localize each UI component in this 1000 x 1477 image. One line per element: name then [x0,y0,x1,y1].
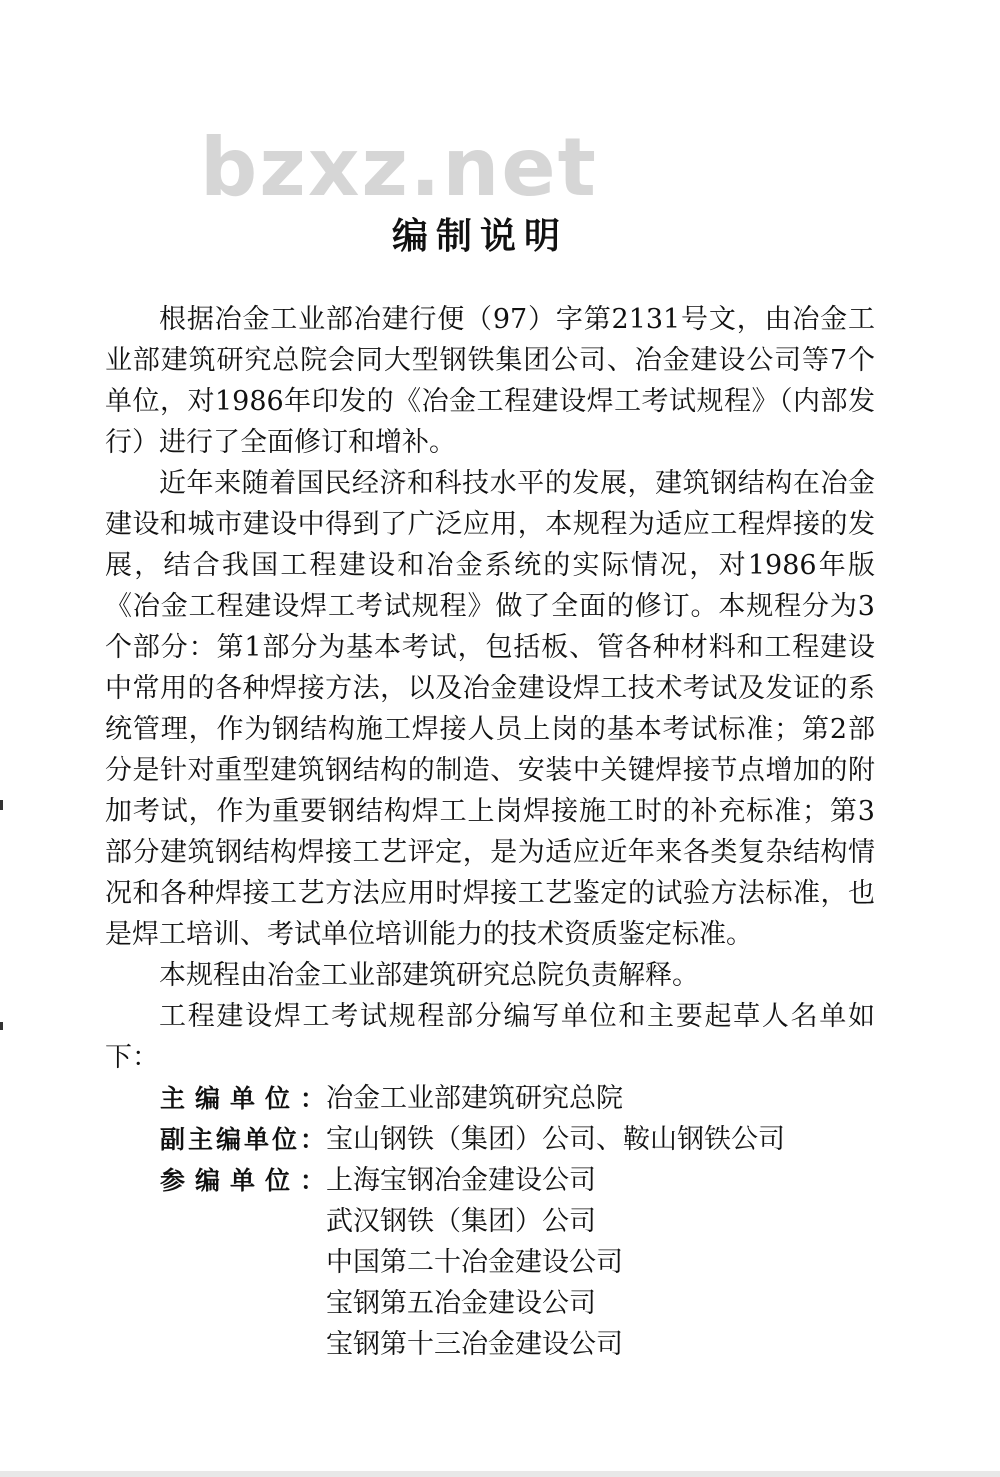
paragraph-drafters-intro: 工程建设焊工考试规程部分编写单位和主要起草人名单如下： [105,1001,875,1073]
deputy-unit-row [160,1119,880,1160]
participating-unit-name: 上海宝钢冶金建设公司 [326,1165,596,1196]
participating-unit-row [160,1160,880,1365]
scan-edge-mark [0,800,3,810]
participating-unit-name: 武汉钢铁（集团）公司 [326,1206,596,1237]
paragraph-scope: 近年来随着国民经济和科技水平的发展，建筑钢结构在冶金建设和城市建设中得到了广泛应用，本规程为适应工程焊接的发展，结合我国工程建设和冶金系统的实际情况，对1986年版《冶金工程建设焊工考试规程》做了全面的修订。本规程分为3个部分：第1部分为基本考试，包括板、管各种材料和工程建设中常用的各种焊接方法，以及冶金建设焊工技术考试及发证的系统管理，作为钢结构施工焊接人员上岗的基本考试标准；第2部分是针对重型建筑钢结构的制造、安装中关键焊接节点增加的附加考试，作为重要钢结构焊工上岗焊接施工时的补充标准；第3部分建筑钢结构焊接工艺评定，是为适应近年来各类复杂结构情况和各种焊接工艺方法应用时焊接工艺鉴定的试验方法标准，也是焊工培训、考试单位培训能力的技术资质鉴定标准。 [105,468,875,950]
deputy-unit-label: 副主编单位： [160,1125,326,1154]
participating-unit-name: 宝钢第五冶金建设公司 [326,1288,596,1319]
paragraph-revision-basis: 根据冶金工业部冶建行便（97）字第2131号文，由冶金工业部建筑研究总院会同大型钢铁集团公司、冶金建设公司等7个单位，对1986年印发的《冶金工程建设焊工考试规程》（内部发行）进行了全面修订和增补。 [105,304,875,458]
body-text [105,299,875,1078]
paragraph-interpretation: 本规程由冶金工业部建筑研究总院负责解释。 [159,960,699,991]
watermark: bzxz.net [200,121,598,214]
chief-unit-label: 主编单位： [160,1084,326,1113]
participating-unit-name: 中国第二十冶金建设公司 [326,1247,623,1278]
chief-unit-name: 冶金工业部建筑研究总院 [326,1083,623,1114]
participating-unit-name: 宝钢第十三冶金建设公司 [326,1329,623,1360]
drafting-units-list [160,1078,880,1365]
participating-unit-label: 参编单位： [160,1166,326,1195]
deputy-unit-name: 宝山钢铁（集团）公司、鞍山钢铁公司 [326,1124,785,1155]
chief-unit-row [160,1078,880,1119]
chief-unit-names [326,1078,623,1119]
deputy-unit-names [326,1119,785,1160]
participating-unit-names [326,1160,623,1365]
scan-bottom-edge [0,1471,1000,1477]
scan-edge-mark [0,1022,3,1030]
page-title: 编制说明 [391,216,568,257]
